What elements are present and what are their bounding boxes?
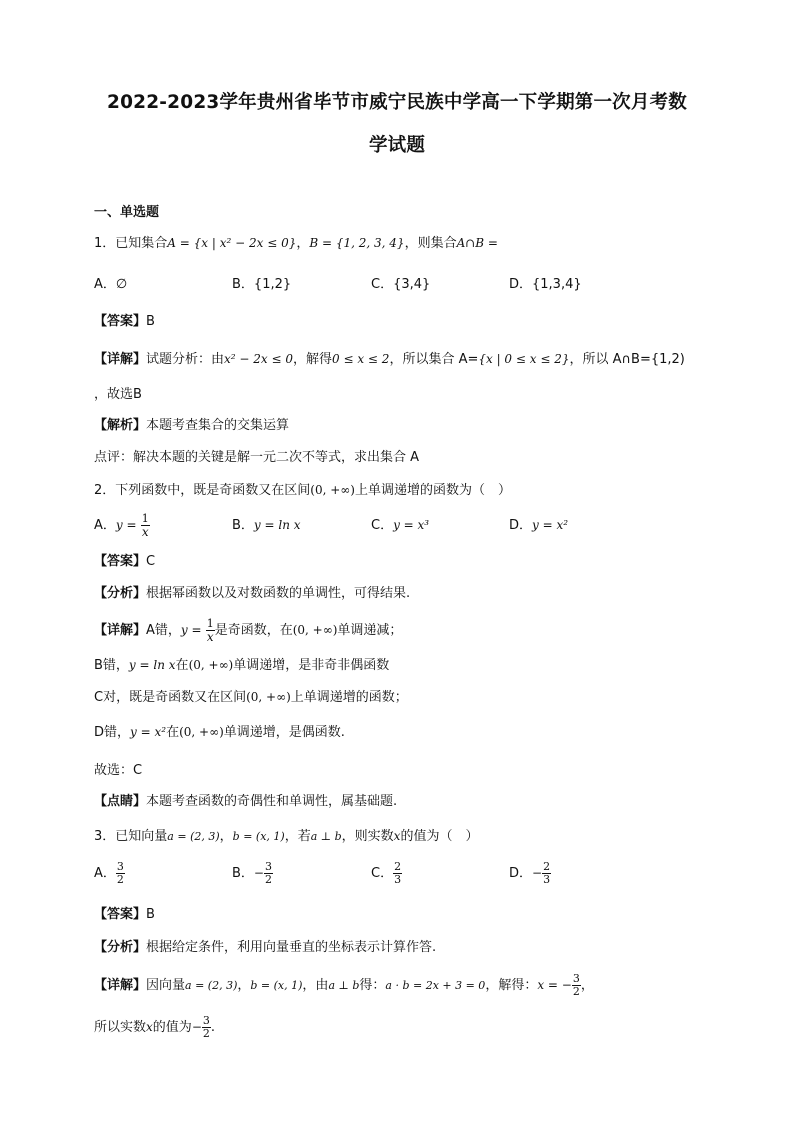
q2-d1-fraction bbox=[206, 618, 215, 643]
q3-d1a: 因向量 bbox=[146, 978, 186, 993]
q1-analysis-text: 本题考查集合的交集运算 bbox=[146, 418, 290, 433]
doc-title-line-2: 学试题 bbox=[368, 135, 426, 156]
q1-detail-1b: x² − 2x ≤ 0 bbox=[224, 352, 294, 366]
q3-d1d: ，解得： bbox=[485, 978, 538, 993]
q2-option-d bbox=[509, 516, 568, 535]
q3-number: 3． bbox=[94, 829, 116, 844]
q3-d1-sol-num: 3 bbox=[572, 972, 580, 985]
q2-answer-tag: 【答案】 bbox=[94, 554, 147, 569]
q3-final-num: 3 bbox=[202, 1014, 210, 1027]
q2-detail-a bbox=[94, 618, 402, 643]
q2-option-a-label: A． bbox=[94, 518, 116, 533]
q3-final-fraction bbox=[202, 1015, 211, 1040]
q2-choose: 故选：C bbox=[94, 763, 143, 778]
q1-answer-value: B bbox=[146, 314, 155, 329]
q2-option-c bbox=[371, 516, 429, 535]
q2-fenxi-text: 根据幂函数以及对数函数的单调性，可得结果. bbox=[146, 586, 411, 601]
q2-detail-c bbox=[94, 688, 408, 707]
q3-d1c: 得： bbox=[359, 978, 386, 993]
q3-option-d-num: 2 bbox=[543, 860, 551, 873]
q2-d1-frac-den: x bbox=[206, 630, 214, 644]
q2-detail-tag: 【详解】 bbox=[94, 623, 147, 638]
q3-perp: a ⊥ b bbox=[310, 830, 342, 843]
section-heading: 一、单选题 bbox=[94, 205, 160, 220]
q3-option-b-den: 2 bbox=[264, 873, 272, 886]
q2-d4b: 在 bbox=[166, 725, 180, 740]
q2-fenxi-tag: 【分析】 bbox=[94, 586, 147, 601]
q2-d4-interval: (0, +∞) bbox=[179, 725, 224, 739]
q2-number: 2． bbox=[94, 483, 116, 498]
q3-option-d-label: D． bbox=[509, 866, 533, 881]
q3-option-b-label: B． bbox=[232, 866, 254, 881]
q3-option-a bbox=[94, 861, 125, 886]
q3-option-b-fraction bbox=[264, 861, 273, 886]
q1-stem-prefix: 已知集合 bbox=[115, 236, 168, 251]
q1-detail-1a: 试题分析：由 bbox=[146, 352, 225, 367]
q2-d2a: B错， bbox=[94, 658, 129, 673]
q2-dianjing-tag: 【点睛】 bbox=[94, 794, 147, 809]
q1-detail-1g: ，所以 A∩B={1,2) bbox=[569, 352, 685, 367]
q2-d2-interval: (0, +∞) bbox=[188, 658, 234, 672]
q1-detail bbox=[94, 350, 685, 369]
q1-comment: 点评：解决本题的关键是解一元二次不等式，求出集合 A bbox=[94, 450, 420, 465]
q2-fenxi bbox=[94, 585, 410, 603]
q1-set-a: A = {x | x² − 2x ≤ 0} bbox=[167, 236, 297, 250]
q1-detail-1c: ，解得 bbox=[293, 352, 333, 367]
q3-answer-value: B bbox=[146, 907, 155, 922]
q2-answer bbox=[94, 553, 155, 571]
q2-dianjing-text: 本题考查函数的奇偶性和单调性，属基础题. bbox=[146, 794, 398, 809]
q2-d3a: C对，既是奇函数又在区间 bbox=[94, 690, 247, 705]
q3-option-c-fraction bbox=[393, 861, 402, 886]
q2-d3b: 上单调递增的函数； bbox=[290, 690, 408, 705]
q3-option-a-num: 3 bbox=[116, 860, 124, 873]
q2-option-d-expr: y = x² bbox=[532, 518, 569, 532]
q3-stem-b: ，若 bbox=[284, 829, 311, 844]
q3-d1-perp: a ⊥ b bbox=[328, 979, 360, 992]
q3-fenxi-tag: 【分析】 bbox=[94, 940, 147, 955]
q3-final-sign: − bbox=[191, 1020, 202, 1034]
q2-option-b bbox=[232, 516, 301, 535]
q1-option-c: C．{3,4} bbox=[371, 277, 431, 292]
q2-d1-frac-num: 1 bbox=[206, 617, 214, 630]
q3-d1-sol-den: 2 bbox=[572, 985, 580, 998]
q3-option-d-fraction bbox=[542, 861, 551, 886]
q3-d1-vec-b: b = (x, 1) bbox=[250, 979, 303, 992]
q3-detail-tag: 【详解】 bbox=[94, 978, 147, 993]
q2-frac-den: x bbox=[141, 525, 149, 539]
q3-option-c-label: C． bbox=[371, 866, 394, 881]
q1-detail-1f: {x | 0 ≤ x ≤ 2} bbox=[478, 352, 570, 366]
q1-stem-suffix: ，则集合 bbox=[404, 236, 457, 251]
q2-interval: (0, +∞) bbox=[310, 483, 355, 497]
q1-detail-tag: 【详解】 bbox=[94, 352, 147, 367]
q2-frac-num: 1 bbox=[141, 512, 149, 525]
q3-option-c bbox=[371, 861, 402, 886]
q3-d1-dot: a · b = 2x + 3 = 0 bbox=[385, 979, 486, 992]
q2-dianjing bbox=[94, 793, 397, 811]
q3-var: x bbox=[393, 829, 401, 843]
q3-option-a-label: A． bbox=[94, 866, 116, 881]
q1-number: 1． bbox=[94, 236, 116, 251]
q2-detail-b bbox=[94, 656, 389, 675]
q3-vec-b: b = (x, 1) bbox=[232, 830, 285, 843]
q2-answer-value: C bbox=[146, 554, 156, 569]
q2-stem-a: 下列函数中，既是奇函数又在区间 bbox=[115, 483, 311, 498]
q2-d4c: 单调递增，是偶函数. bbox=[223, 725, 345, 740]
q2-d3-interval: (0, +∞) bbox=[246, 690, 291, 704]
q3-d2b: 的值为 bbox=[152, 1020, 192, 1035]
q2-d4-expr: y = x² bbox=[130, 725, 167, 739]
q2-option-b-expr: y = ln x bbox=[253, 518, 301, 532]
q3-option-c-den: 3 bbox=[394, 873, 402, 886]
q3-stem: 3．已知向量a = (2, 3)，b = (x, 1)，若a ⊥ b，则实数x的值为（ ） bbox=[94, 829, 479, 844]
q3-option-c-num: 2 bbox=[394, 860, 402, 873]
q1-ask: A∩B = bbox=[456, 236, 498, 250]
q3-d1b: ，由 bbox=[302, 978, 329, 993]
q2-option-a-fraction bbox=[141, 513, 150, 538]
q3-option-b-num: 3 bbox=[264, 860, 272, 873]
q3-stem-d: 的值为（ ） bbox=[400, 829, 479, 844]
q2-option-b-label: B． bbox=[232, 518, 254, 533]
q3-d2a: 所以实数 bbox=[94, 1020, 147, 1035]
q3-stem-c: ，则实数 bbox=[341, 829, 394, 844]
q2-d1c: 单调递减； bbox=[337, 623, 403, 638]
q2-stem-b: 上单调递增的函数为（ ） bbox=[354, 483, 511, 498]
q2-d1-lhs: y = bbox=[180, 623, 202, 637]
q1-analysis-tag: 【解析】 bbox=[94, 418, 147, 433]
q1-set-b: B = {1, 2, 3, 4} bbox=[309, 236, 405, 250]
q3-d1-vec-a: a = (2, 3) bbox=[185, 979, 238, 992]
q2-option-a-lhs: y = bbox=[115, 518, 137, 532]
q3-option-d-sign: − bbox=[532, 866, 543, 880]
q2-option-a bbox=[94, 513, 150, 538]
q2-stem bbox=[94, 481, 511, 500]
q1-detail-1e: ，所以集合 A= bbox=[389, 352, 479, 367]
q1-analysis bbox=[94, 417, 289, 435]
q3-final-den: 2 bbox=[202, 1027, 210, 1040]
q3-answer-tag: 【答案】 bbox=[94, 907, 147, 922]
q3-vec-a: a = (2, 3) bbox=[167, 830, 220, 843]
q3-detail-a: 【详解】因向量a = (2, 3)，b = (x, 1)，由a ⊥ b得：a · b = 2x + 3 = 0，解得：x = − $\frac{3}{2}$ ， bbox=[94, 972, 594, 998]
doc-title-line-1: 2022-2023学年贵州省毕节市威宁民族中学高一下学期第一次月考数 bbox=[107, 92, 687, 113]
q2-d1-interval: (0, +∞) bbox=[292, 623, 338, 637]
q3-stem-a: 已知向量 bbox=[115, 829, 168, 844]
q2-d2c: 单调递增，是非奇非偶函数 bbox=[233, 658, 390, 673]
q3-option-d bbox=[509, 861, 551, 886]
q3-option-a-fraction bbox=[116, 861, 125, 886]
q2-d4a: D错， bbox=[94, 725, 131, 740]
q3-d1-sol-fraction bbox=[572, 973, 581, 998]
q1-detail-1d: 0 ≤ x ≤ 2 bbox=[332, 352, 390, 366]
q2-d2-expr: y = ln x bbox=[128, 658, 176, 672]
q3-fenxi-text: 根据给定条件，利用向量垂直的坐标表示计算作答. bbox=[146, 940, 437, 955]
q3-option-b bbox=[232, 861, 273, 886]
q1-option-b: B．{1,2} bbox=[232, 277, 292, 292]
q2-option-c-expr: y = x³ bbox=[393, 518, 430, 532]
q1-option-a: A．∅ bbox=[94, 277, 128, 292]
q3-fenxi bbox=[94, 939, 436, 957]
q3-d1-sol-lhs: x = − bbox=[537, 978, 572, 992]
q2-d2b: 在 bbox=[175, 658, 189, 673]
q1-option-d: D．{1,3,4} bbox=[509, 277, 582, 292]
q3-d2-var: x bbox=[146, 1020, 153, 1034]
q2-option-d-label: D． bbox=[509, 518, 533, 533]
q3-detail-b: 所以实数x的值为− $\frac{3}{2}$ . bbox=[94, 1014, 216, 1040]
q3-option-b-sign: − bbox=[253, 866, 264, 880]
q2-d1b: 是奇函数，在 bbox=[214, 623, 293, 638]
q1-answer bbox=[94, 313, 155, 331]
q1-stem: 1．已知集合A = {x | x² − 2x ≤ 0}，B = {1, 2, 3, 4}，则集合A∩B = bbox=[94, 236, 498, 251]
q3-answer bbox=[94, 906, 155, 924]
q3-option-a-den: 2 bbox=[116, 873, 124, 886]
q3-option-d-den: 3 bbox=[543, 873, 551, 886]
q1-detail-cont: ，故选B bbox=[94, 387, 142, 402]
q2-option-c-label: C． bbox=[371, 518, 394, 533]
q2-detail-d bbox=[94, 723, 345, 742]
q2-d1a: A错， bbox=[146, 623, 181, 638]
q1-answer-tag: 【答案】 bbox=[94, 314, 147, 329]
